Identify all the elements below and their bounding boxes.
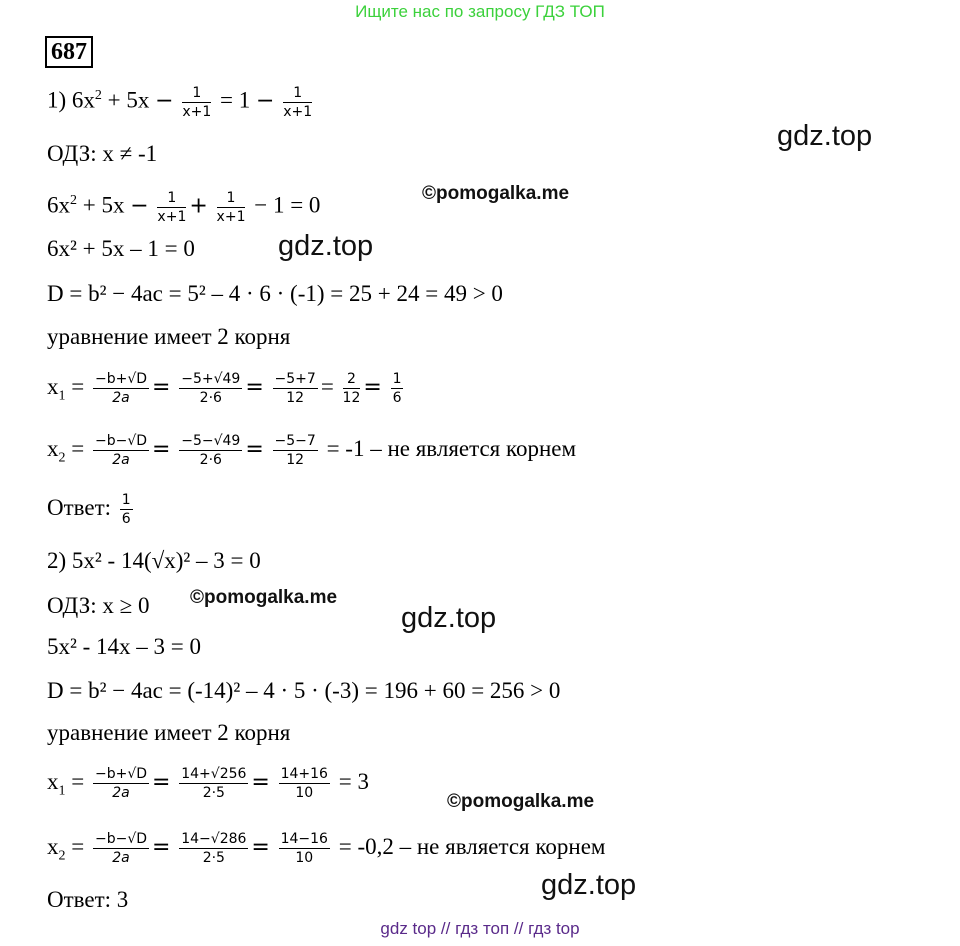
fraction: $\frac{1}{6}$ (121, 492, 131, 527)
fraction: $\frac{-b+√D}{2a}$ (94, 371, 148, 406)
p1-s2-left: 6x (47, 192, 70, 218)
p2-x1-tail: = 3 (332, 768, 369, 794)
p2-roots-text: уравнение имеет 2 корня (47, 720, 291, 745)
p1-answer-label: Ответ: (47, 494, 112, 520)
fraction: $\frac{-b-√D}{2a}$ (94, 831, 148, 866)
p1-odz: ОДЗ: x ≠ -1 (47, 141, 158, 166)
p1-x1: $x_1$ = $\frac{-b+√D}{2a}$ = $\frac{-5+√49}{2\cdot 6}$ = $\frac{-5+7}{12}$ = $\frac{2}{12}$ = $\frac{1}{6}$ (47, 371, 402, 406)
p1-x2-tail: = -1 – не является корнем (320, 435, 577, 461)
watermark-gdz: gdz.top (278, 230, 374, 262)
fraction: $\frac{-5+√49}{2\cdot 6}$ (181, 371, 241, 406)
p1-roots-text: уравнение имеет 2 корня (47, 324, 291, 349)
fraction: $\frac{1}{x+1}$ (157, 189, 187, 225)
watermark-pomogalka: ©pomogalka.me (447, 791, 595, 812)
p1-label: 1) (47, 87, 67, 113)
p1-step3: 6x² + 5x – 1 = 0 (47, 236, 195, 261)
fraction: $\frac{1}{x+1}$ (283, 84, 313, 120)
p1-equation: 1) $6x^2 + 5x$ − $\frac{1}{x+1}$ = 1 − $\frac{1}{x+1}$ (47, 84, 313, 120)
fraction: $\frac{1}{x+1}$ (216, 189, 246, 225)
fraction: $\frac{1}{x+1}$ (182, 84, 212, 120)
watermark-gdz: gdz.top (401, 602, 497, 634)
p1-eq-5x: + 5x (101, 87, 156, 113)
fraction: $\frac{-5-7}{12}$ (274, 433, 316, 468)
p2-answer: Ответ: 3 (47, 887, 129, 912)
p1-s2-tail: − 1 = 0 (248, 192, 321, 218)
fraction: $\frac{-b+√D}{2a}$ (94, 766, 148, 801)
footer-links: gdz top // гдз топ // гдз top (380, 919, 580, 938)
fraction: $\frac{1}{6}$ (392, 371, 402, 406)
p2-x2: $x_2$ = $\frac{-b-√D}{2a}$ = $\frac{14-√286}{2\cdot 5}$ = $\frac{14-16}{10}$ = -0,2 – не является корнем (47, 831, 606, 866)
p1-eq-left: 6x (71, 87, 95, 113)
p2-odz: ОДЗ: x ≥ 0 (47, 593, 150, 618)
fraction: $\frac{14-√286}{2\cdot 5}$ (181, 831, 247, 866)
watermark-gdz: gdz.top (541, 869, 637, 901)
fraction: $\frac{-5+7}{12}$ (274, 371, 316, 406)
p1-x2: $x_2$ = $\frac{-b-√D}{2a}$ = $\frac{-5-√49}{2\cdot 6}$ = $\frac{-5-7}{12}$ = -1 – не является корнем (47, 433, 577, 468)
watermark-gdz: gdz.top (777, 120, 873, 152)
task-number: 687 (45, 36, 93, 68)
watermark-pomogalka: ©pomogalka.me (422, 183, 570, 204)
p2-equation: 2) 5x² - 14(√x)² – 3 = 0 (47, 548, 261, 573)
p1-answer (47, 491, 136, 528)
fraction: $\frac{14-16}{10}$ (280, 831, 328, 866)
p1-discriminant: D = b² − 4ac = 5² – 4 · 6 · (-1) = 25 + 24 = 49 > 0 (47, 281, 503, 306)
fraction: $\frac{-b-√D}{2a}$ (94, 433, 148, 468)
fraction: $\frac{-5-√49}{2\cdot 6}$ (181, 433, 241, 468)
fraction: $\frac{14+16}{10}$ (280, 766, 328, 801)
p2-x1: $x_1$ = $\frac{-b+√D}{2a}$ = $\frac{14+√256}{2\cdot 5}$ = $\frac{14+16}{10}$ = 3 (47, 766, 369, 801)
fraction: $\frac{14+√256}{2\cdot 5}$ (181, 766, 247, 801)
p1-step2: $6x^2 + 5x$ − $\frac{1}{x+1}$ + $\frac{1}{x+1}$ − 1 = 0 (47, 189, 321, 225)
p1-eq-eq1: = 1 (214, 87, 257, 113)
watermark-pomogalka: ©pomogalka.me (190, 587, 338, 608)
p2-discriminant: D = b² − 4ac = (-14)² – 4 · 5 · (-3) = 196 + 60 = 256 > 0 (47, 678, 561, 703)
p2-step2: 5x² - 14x – 3 = 0 (47, 634, 202, 659)
p1-s2-5x: + 5x (77, 192, 131, 218)
p2-x2-tail: = -0,2 – не является корнем (332, 833, 606, 859)
top-banner: Ищите нас по запросу ГДЗ ТОП (355, 2, 605, 21)
fraction: $\frac{2}{12}$ (342, 371, 361, 406)
